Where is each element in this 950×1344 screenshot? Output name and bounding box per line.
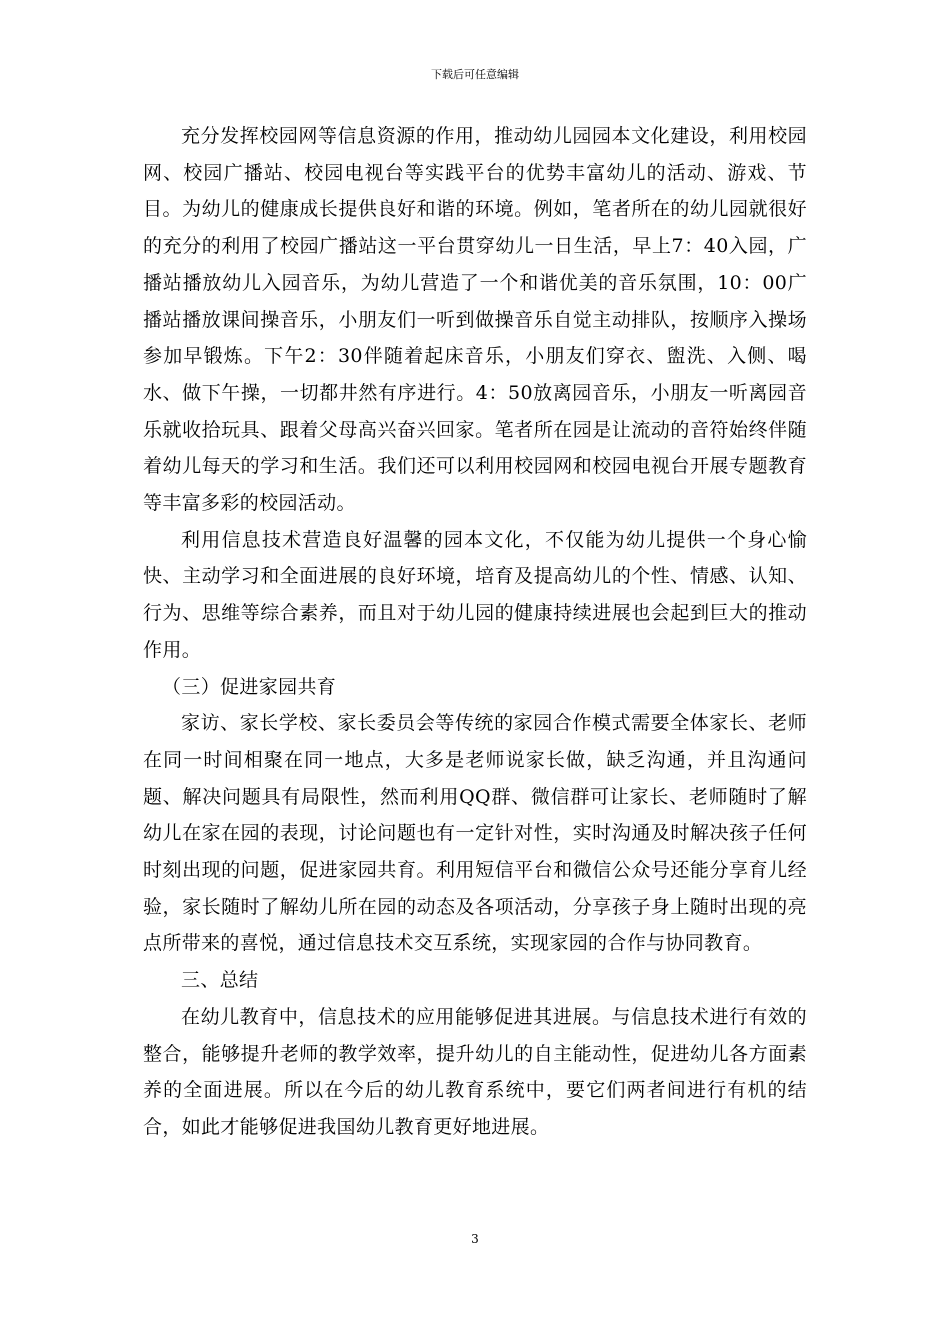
paragraph-summary: 在幼儿教育中，信息技术的应用能够促进其进展。与信息技术进行有效的整合，能够提升老师的教学效率，提升幼儿的自主能动性，促进幼儿各方面素养的全面进展。所以在今后的幼儿教育系统中，要它们两者间进行有机的结合，如此才能够促进我国幼儿教育更好地进展。 xyxy=(143,1005,807,1138)
paragraph-home-school: 家访、家长学校、家长委员会等传统的家园合作模式需要全体家长、老师在同一时间相聚在同一地点，大多是老师说家长做，缺乏沟通，并且沟通问题、解决问题具有局限性，然而利用QQ群、微信群可让家长、老师随时了解幼儿在家在园的表现，讨论问题也有一定针对性，实时沟通及时解决孩子任何时刻出现的问题，促进家园共育。利用短信平台和微信公众号还能分享育儿经验，家长随时了解幼儿所在园的动态及各项活动，分享孩子身上随时出现的亮点所带来的喜悦，通过信息技术交互系统，实现家园的合作与协同教育。 xyxy=(143,712,807,955)
page-header-note: 下载后可任意编辑 xyxy=(431,68,519,81)
section-heading-home-school: （三）促进家园共育 xyxy=(162,675,337,698)
paragraph-campus-network: 充分发挥校园网等信息资源的作用，推动幼儿园园本文化建设，利用校园网、校园广播站、校园电视台等实践平台的优势丰富幼儿的活动、游戏、节目。为幼儿的健康成长提供良好和谐的环境。例如，笔者所在的幼儿园就很好的充分的利用了校园广播站这一平台贯穿幼儿一日生活，早上7：40入园，广播站播放幼儿入园音乐，为幼儿营造了一个和谐优美的音乐氛围，10：00广播站播放课间操音乐，小朋友们一听到做操音乐自觉主动排队，按顺序入操场参加早锻炼。下午2：30伴随着起床音乐，小朋友们穿衣、盥洗、入侧、喝水、做下午操，一切都井然有序进行。4：50放离园音乐，小朋友一听离园音乐就收拾玩具、跟着父母高兴奋兴回家。笔者所在园是让流动的音符始终伴随着幼儿每天的学习和生活。我们还可以利用校园网和校园电视台开展专题教育等丰富多彩的校园活动。 xyxy=(143,125,807,515)
page-number: 3 xyxy=(471,1232,479,1246)
paragraph-campus-culture: 利用信息技术营造良好温馨的园本文化，不仅能为幼儿提供一个身心愉快、主动学习和全面进展的良好环境，培育及提高幼儿的个性、情感、认知、行为、思维等综合素养，而且对于幼儿园的健康持续进展也会起到巨大的推动作用。 xyxy=(143,528,807,661)
section-heading-summary: 三、总结 xyxy=(181,969,259,992)
document-body xyxy=(143,118,807,1146)
